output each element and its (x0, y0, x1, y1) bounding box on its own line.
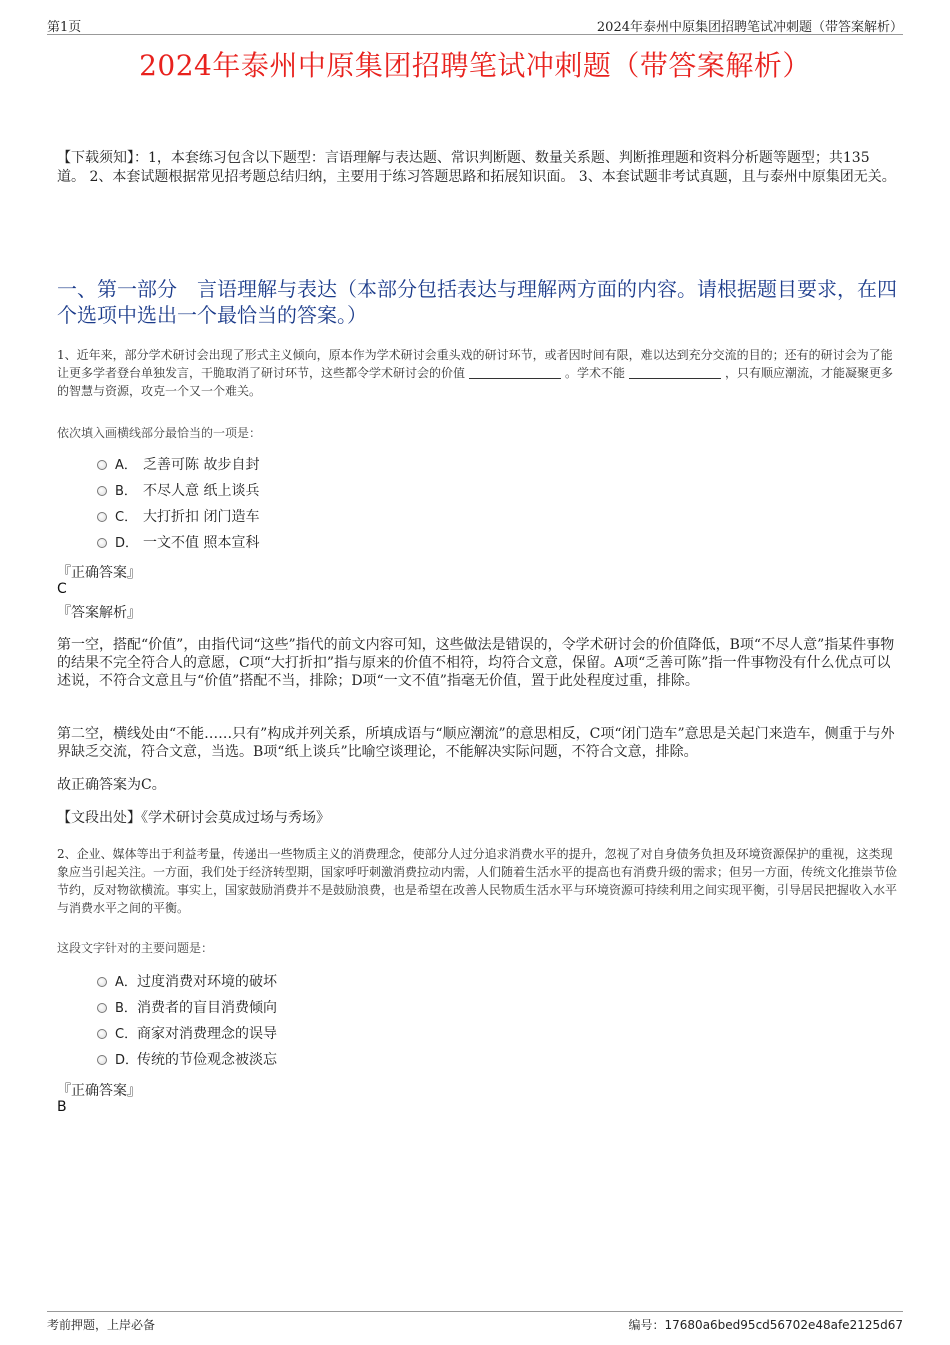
radio-icon[interactable] (97, 460, 107, 470)
answer-value: C (57, 581, 67, 597)
option-b[interactable]: B． 不尽人意 纸上谈兵 (97, 481, 259, 501)
option-b[interactable]: B．消费者的盲目消费倾向 (97, 998, 277, 1018)
page-footer (47, 1311, 903, 1332)
question-1-stem: 1、近年来，部分学术研讨会出现了形式主义倾向，原本作为学术研讨会重头戏的研讨环节，或者因时间有限，难以达到充分交流的目的；还有的研讨会为了能让更多学者登台单独发言，干脆取消了研讨环节，这些都令学术研讨会的价值 。学术不能 ，只有顺应潮流，才能凝聚更多的智慧与资源，攻克一个又一个难关。 (57, 348, 894, 398)
answer-label: 『正确答案』 (57, 1083, 141, 1099)
answer-value: B (57, 1099, 67, 1115)
radio-icon[interactable] (97, 1003, 107, 1013)
analysis-conclusion: 故正确答案为C。 (57, 777, 166, 793)
option-a[interactable]: A． 乏善可陈 故步自封 (97, 455, 259, 475)
option-c[interactable]: C． 大打折扣 闭门造车 (97, 507, 259, 527)
option-d[interactable]: D． 一文不值 照本宣科 (97, 533, 259, 553)
option-c[interactable]: C．商家对消费理念的误导 (97, 1024, 277, 1044)
question-2-prompt: 这段文字针对的主要问题是： (57, 941, 214, 955)
radio-icon[interactable] (97, 1055, 107, 1065)
document-code: 编号：17680a6bed95cd56702e48afe2125d67 (628, 1318, 903, 1332)
radio-icon[interactable] (97, 486, 107, 496)
question-1-prompt: 依次填入画横线部分最恰当的一项是： (57, 426, 262, 440)
page-number: 第1页 (47, 20, 82, 35)
analysis-label: 『答案解析』 (57, 605, 141, 621)
footer-slogan: 考前押题，上岸必备 (47, 1318, 156, 1332)
header-doc-title: 2024年泰州中原集团招聘笔试冲刺题（带答案解析） (596, 20, 903, 35)
blank-2 (629, 366, 721, 379)
page-header (47, 14, 903, 35)
radio-icon[interactable] (97, 512, 107, 522)
answer-label: 『正确答案』 (57, 565, 141, 581)
blank-1 (469, 366, 561, 379)
download-notice: 【下载须知】：1，本套练习包含以下题型：言语理解与表达题、常识判断题、数量关系题、判断推理题和资料分析题等题型；共135道。 2、本套试题根据常见招考题总结归纳，主要用于练习答题思路和拓展知识面。 3、本套试题非考试真题，且与泰州中原集团无关。 (57, 150, 896, 185)
option-d[interactable]: D．传统的节俭观念被淡忘 (97, 1050, 277, 1070)
text-source: 【文段出处】《学术研讨会莫成过场与秀场》 (57, 810, 330, 826)
analysis-paragraph-2: 第二空，横线处由“不能……只有”构成并列关系，所填成语与“顺应潮流”的意思相反，C项“闭门造车”意思是关起门来造车，侧重于与外界缺乏交流，符合文意，当选。B项“纸上谈兵”比喻空谈理论，不能解决实际问题，不符合文意，排除。 (57, 726, 895, 760)
question-2-stem: 2、企业、媒体等出于利益考量，传递出一些物质主义的消费理念，使部分人过分追求消费水平的提升，忽视了对自身债务负担及环境资源保护的重视，这类现象应当引起关注。一方面，我们处于经济转型期，国家呼吁刺激消费拉动内需，人们随着生活水平的提高也有消费升级的需求；但另一方面，传统文化推崇节俭节约，反对物欲横流。事实上，国家鼓励消费并不是鼓励浪费，也是希望在改善人民物质生活水平与环境资源可持续利用之间实现平衡，引导居民把握收入水平与消费水平之间的平衡。 (57, 847, 898, 915)
option-a[interactable]: A．过度消费对环境的破坏 (97, 972, 277, 992)
document-title: 2024年泰州中原集团招聘笔试冲刺题（带答案解析） (139, 49, 811, 82)
radio-icon[interactable] (97, 1029, 107, 1039)
radio-icon[interactable] (97, 538, 107, 548)
section-heading: 一、第一部分 言语理解与表达（本部分包括表达与理解两方面的内容。请根据题目要求，在四个选项中选出一个最恰当的答案。） (57, 277, 897, 327)
radio-icon[interactable] (97, 977, 107, 987)
analysis-paragraph-1: 第一空，搭配“价值”，由指代词“这些”指代的前文内容可知，这些做法是错误的，令学术研讨会的价值降低，B项“不尽人意”指某件事物的结果不完全符合人的意愿，C项“大打折扣”指与原来的价值不相符，均符合文意，保留。A项“乏善可陈”指一件事物没有什么优点可以述说，不符合文意且与“价值”搭配不当，排除；D项“一文不值”指毫无价值，置于此处程度过重，排除。 (57, 637, 895, 689)
